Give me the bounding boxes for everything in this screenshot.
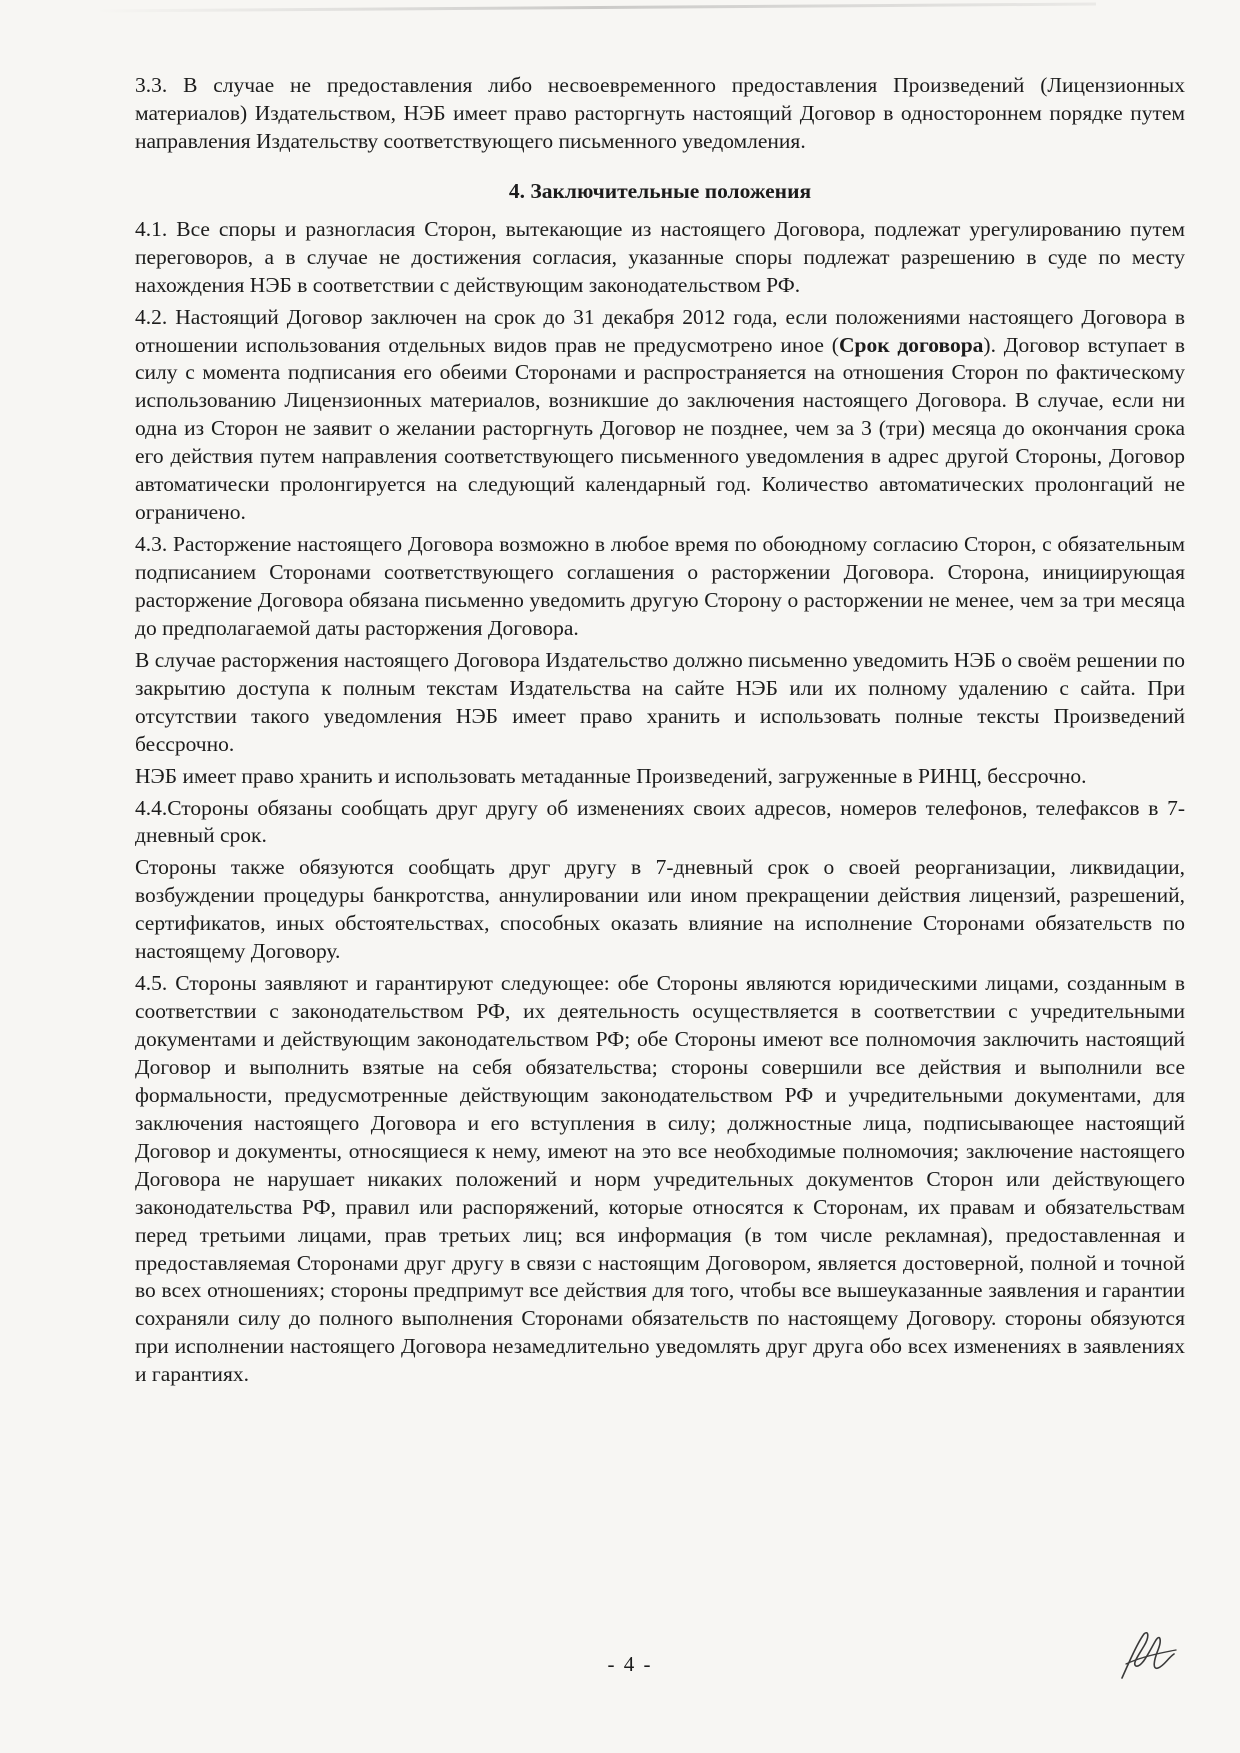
clause-4-4: 4.4.Стороны обязаны сообщать друг другу об изменениях своих адресов, номеров телефонов, телефаксов в 7-дневный срок.	[135, 795, 1185, 848]
document-page	[135, 72, 1185, 1393]
page-number: - 4 -	[607, 1652, 653, 1676]
term-of-contract-bold: Срок договора	[838, 332, 984, 357]
clause-4-3-metadata: НЭБ имеет право хранить и использовать метаданные Произведений, загруженные в РИНЦ, бессрочно.	[135, 763, 1087, 788]
clause-4-3-termination-notice: В случае расторжения настоящего Договора Издательство должно письменно уведомить НЭБ о своём решении по закрытию доступа к полным текстам Издательства на сайте НЭБ или их полному удалению с сайта. При отсутствии такого уведомления НЭБ имеет право хранить и использовать полные тексты Произведений бессрочно.	[135, 647, 1185, 756]
handwritten-initials-icon	[1108, 1620, 1188, 1690]
clause-4-4-obligations: Стороны также обязуются сообщать друг другу в 7-дневный срок о своей реорганизации, ликвидации, возбуждении процедуры банкротства, аннулировании или ином прекращении действия лицензий, разрешений, сертификатов, иных обстоятельствах, способных оказать влияние на исполнение Сторонами обязательств по настоящему Договору.	[135, 855, 1185, 964]
clause-4-1: 4.1. Все споры и разногласия Сторон, вытекающие из настоящего Договора, подлежат урегулированию путем переговоров, а в случае не достижения согласия, указанные споры подлежат разрешению в суде по месту нахождения НЭБ в соответствии с действующим законодательством РФ.	[135, 216, 1185, 297]
clause-4-2-start: 4.2. Настоящий Договор заключен на срок до 31 декабря 2012 года, если положениями настоящего Договора в отношении использования отдельных видов прав не предусмотрено иное (	[135, 304, 1185, 357]
scan-edge-shadow	[96, 3, 1096, 13]
clause-4-2-end: ). Договор вступает в силу с момента подписания его обеими Сторонами и распространяется на отношения Сторон по фактическому использованию Лицензионных материалов, возникшие до заключения настоящего Договора. В случае, если ни одна из Сторон не заявит о желании расторгнуть Договор не позднее, чем за 3 (три) месяца до окончания срока его действия путем направления соответствующего письменного уведомления в адрес другой Стороны, Договор автоматически пролонгируется на следующий календарный год. Количество автоматических пролонгаций не ограничено.	[135, 332, 1185, 525]
clause-4-2	[135, 304, 1185, 528]
section-heading: 4. Заключительные положения	[508, 178, 812, 203]
clause-3-3: 3.3. В случае не предоставления либо несвоевременного предоставления Произведений (Лицензионных материалов) Издательством, НЭБ имеет право расторгнуть настоящий Договор в одностороннем порядке путем направления Издательству соответствующего письменного уведомления.	[135, 73, 1185, 153]
clause-4-3: 4.3. Расторжение настоящего Договора возможно в любое время по обоюдному согласию Сторон, с обязательным подписанием Сторонами соответствующего соглашения о расторжении Договора. Сторона, инициирующая расторжение Договора обязана письменно уведомить другую Сторону о расторжении не менее, чем за три месяца до предполагаемой даты расторжения Договора.	[135, 532, 1185, 640]
clause-4-5: 4.5. Стороны заявляют и гарантируют следующее: обе Стороны являются юридическими лицами, созданным в соответствии с законодательством РФ, их деятельность осуществляется в соответствии с учредительными документами и действующим законодательством РФ; обе Стороны имеют все полномочия заключить настоящий Договор и выполнить взятые на себя обязательства; стороны совершили все действия и выполнили все формальности, предусмотренные действующим законодательством РФ и учредительными документами, для заключения настоящего Договора и его вступления в силу; должностные лица, подписывающее настоящий Договор и документы, относящиеся к нему, имеют на это все необходимые полномочия; заключение настоящего Договора не нарушает никаких положений и норм учредительных документов Сторон или действующего законодательства РФ, правил или распоряжений, которые относятся к Сторонам, их правам и обязательствам перед третьими лицами, прав третьих лиц; вся информация (в том числе рекламная), предоставленная и предоставляемая Сторонами друг другу в связи с настоящим Договором, является достоверной, полной и точной во всех отношениях; стороны предпримут все действия для того, чтобы все вышеуказанные заявления и гарантии сохраняли силу до полного выполнения Сторонами обязательств по настоящему Договору. стороны обязуются при исполнении настоящего Договора незамедлительно уведомлять друг друга обо всех изменениях в заявлениях и гарантиях.	[135, 971, 1185, 1387]
